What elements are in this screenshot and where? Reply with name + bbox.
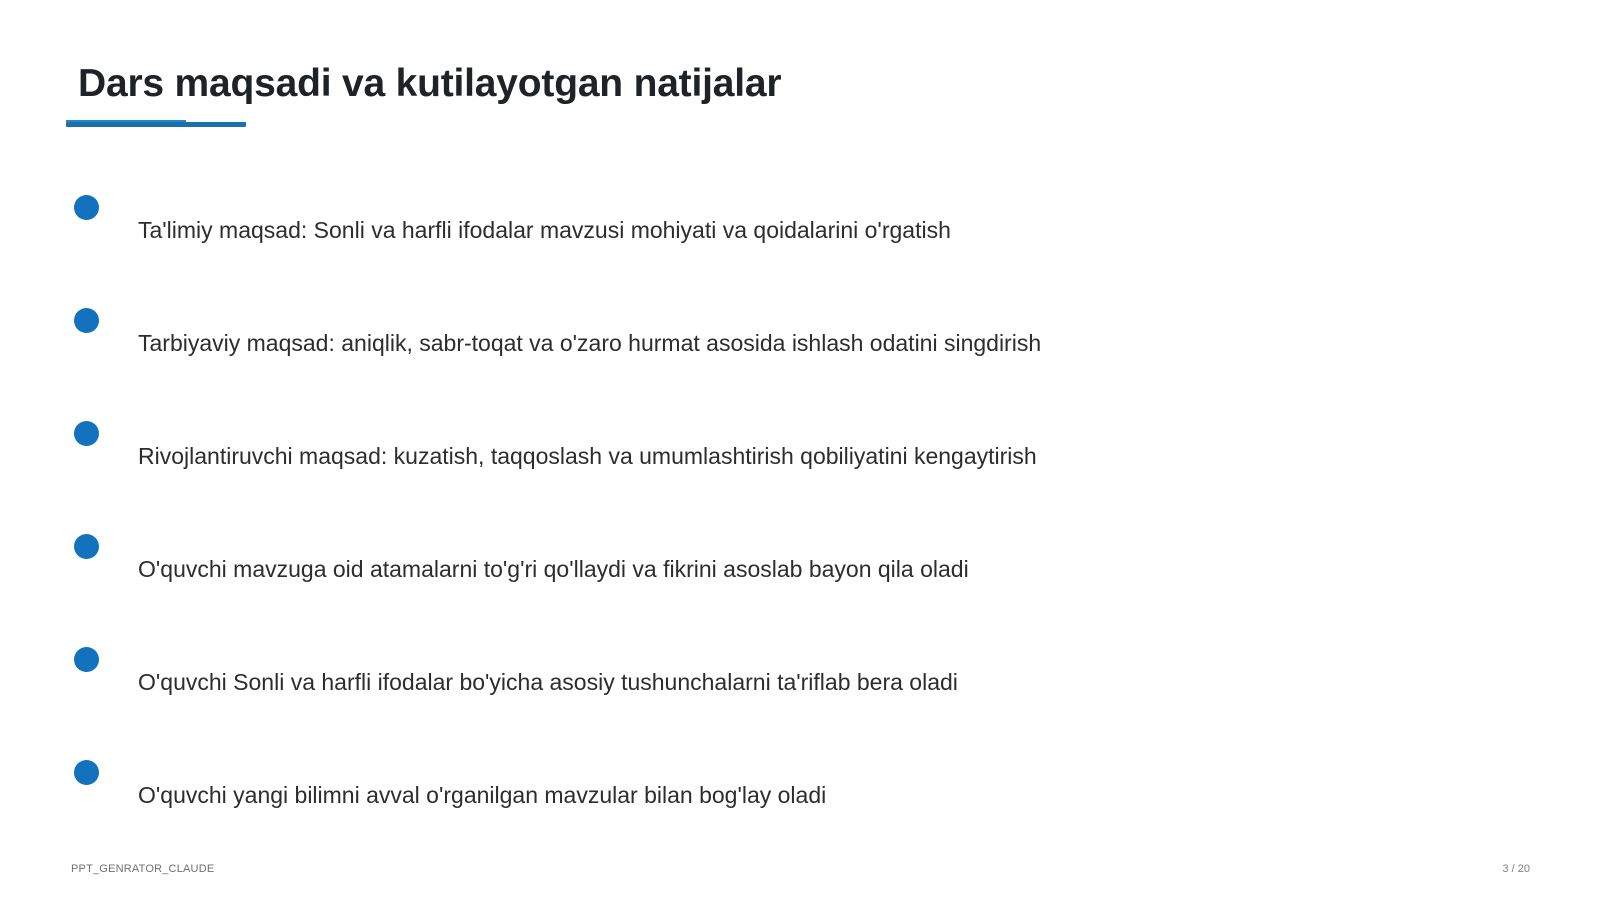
list-item-text: O'quvchi mavzuga oid atamalarni to'g'ri qo'llaydi va fikrini asoslab bayon qila oladi bbox=[138, 556, 969, 582]
list-item bbox=[0, 760, 1400, 820]
list-item bbox=[0, 195, 1400, 255]
list-item bbox=[0, 421, 1400, 481]
list-item bbox=[0, 534, 1400, 594]
list-item-text: O'quvchi Sonli va harfli ifodalar bo'yicha asosiy tushunchalarni ta'riflab bera oladi bbox=[138, 669, 958, 695]
list-item-text: Rivojlantiruvchi maqsad: kuzatish, taqqoslash va umumlashtirish qobiliyatini kengaytirish bbox=[138, 443, 1037, 469]
bullet-dot-icon bbox=[74, 421, 99, 446]
bullet-dot-icon bbox=[74, 308, 99, 333]
slide-title: Dars maqsadi va kutilayotgan natijalar bbox=[78, 62, 782, 105]
bullet-dot-icon bbox=[74, 760, 99, 785]
list-item-text: Tarbiyaviy maqsad: aniqlik, sabr-toqat va o'zaro hurmat asosida ishlash odatini singdirish bbox=[138, 330, 1042, 356]
page-number: 3 / 20 bbox=[1502, 863, 1530, 875]
bullet-dot-icon bbox=[74, 647, 99, 672]
list-item-text: O'quvchi yangi bilimni avval o'rganilgan mavzular bilan bog'lay oladi bbox=[138, 782, 827, 808]
footer-source-label: PPT_GENRATOR_CLAUDE bbox=[71, 863, 215, 875]
bullet-dot-icon bbox=[74, 195, 99, 220]
list-item bbox=[0, 308, 1400, 368]
bullet-dot-icon bbox=[74, 534, 99, 559]
list-item-text: Ta'limiy maqsad: Sonli va harfli ifodalar mavzusi mohiyati va qoidalarini o'rgatish bbox=[138, 217, 951, 243]
list-item bbox=[0, 647, 1400, 707]
